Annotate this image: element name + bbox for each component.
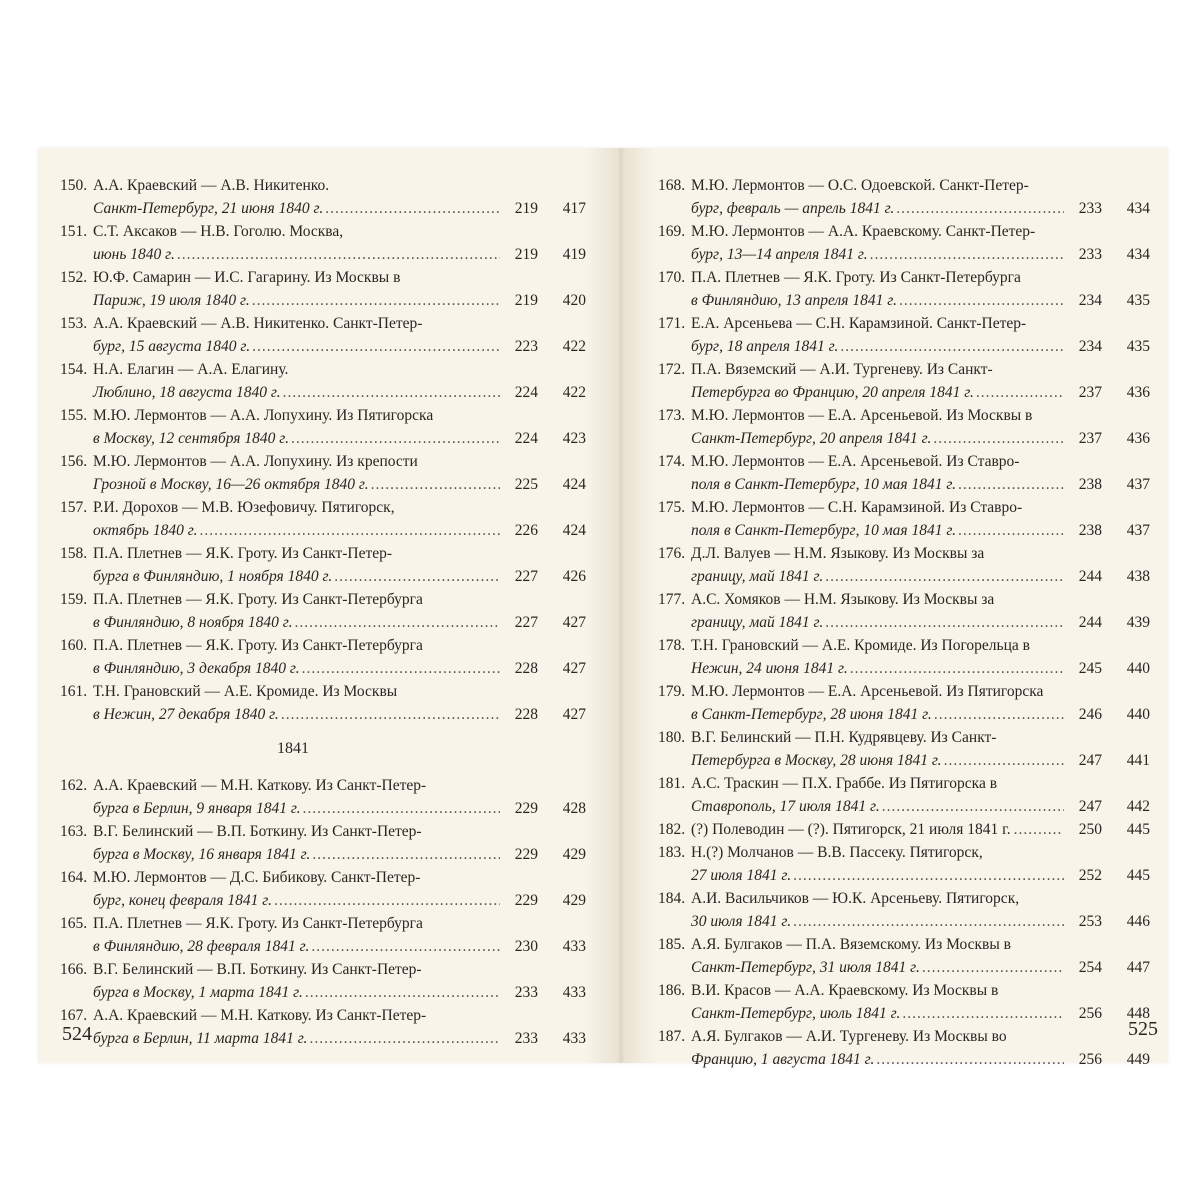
entry-number: 171. — [658, 315, 686, 332]
entry-number: 181. — [658, 775, 686, 792]
entry-number: 180. — [658, 729, 686, 746]
entry-place-date: июнь 1840 г. — [93, 246, 175, 263]
page-ref-commentary: 435 — [1126, 292, 1150, 309]
entry-number: 175. — [658, 499, 686, 516]
page-ref-text: 244 — [1078, 614, 1102, 631]
entry-title: Н.(?) Молчанов — В.В. Пассеку. Пятигорск, — [691, 844, 983, 861]
page-ref-commentary: 445 — [1126, 821, 1150, 838]
entry-number: 177. — [658, 591, 686, 608]
entry-place-date: Грозной в Москву, 16—26 октября 1840 г. — [93, 476, 369, 493]
toc-entry — [658, 266, 1150, 312]
toc-entry — [60, 174, 586, 220]
page-ref-text: 247 — [1078, 752, 1102, 769]
entry-number: 182. — [658, 821, 686, 838]
page-ref-text: 219 — [514, 246, 538, 263]
leader-dots — [825, 565, 1064, 588]
leader-dots — [177, 243, 500, 266]
entry-place-date: поля в Санкт-Петербург, 10 мая 1841 г. — [691, 522, 957, 539]
entry-title: А.Я. Булгаков — П.А. Вяземскому. Из Москвы в — [691, 936, 1011, 953]
page-ref-text: 256 — [1078, 1005, 1102, 1022]
page-ref-text: 238 — [1078, 522, 1102, 539]
leader-dots — [311, 935, 500, 958]
entry-number: 184. — [658, 890, 686, 907]
page-ref-commentary: 424 — [562, 476, 586, 493]
entry-title: В.И. Красов — А.А. Краевскому. Из Москвы в — [691, 982, 999, 999]
entry-number: 178. — [658, 637, 686, 654]
entry-title: А.А. Краевский — М.Н. Каткову. Из Санкт-Петер- — [93, 777, 427, 794]
entry-number: 163. — [60, 823, 88, 840]
page-ref-text: 225 — [514, 476, 538, 493]
entry-number: 183. — [658, 844, 686, 861]
page-ref-text: 234 — [1078, 338, 1102, 355]
entry-title: П.А. Плетнев — Я.К. Гроту. Из Санкт-Петербурга — [93, 915, 423, 932]
entry-place-date: октябрь 1840 г. — [93, 522, 198, 539]
page-ref-commentary: 440 — [1126, 706, 1150, 723]
leader-dots — [303, 797, 500, 820]
page-ref-commentary: 419 — [562, 246, 586, 263]
entry-number: 176. — [658, 545, 686, 562]
entry-place-date: Санкт-Петербург, июль 1841 г. — [691, 1005, 901, 1022]
entry-place-date: Париж, 19 июля 1840 г. — [93, 292, 250, 309]
page-ref-commentary: 433 — [562, 938, 586, 955]
leader-dots — [934, 703, 1064, 726]
entry-title: В.Г. Белинский — В.П. Боткину. Из Санкт-Петер- — [93, 961, 422, 978]
book-spread — [38, 148, 1168, 1068]
page-ref-commentary: 422 — [562, 384, 586, 401]
page-ref-commentary: 440 — [1126, 660, 1150, 677]
entry-title: М.Ю. Лермонтов — А.А. Лопухину. Из Пятигорска — [93, 407, 434, 424]
page-ref-text: 233 — [1078, 200, 1102, 217]
entry-title: А.И. Васильчиков — Ю.К. Арсеньеву. Пятигорск, — [691, 890, 1020, 907]
entry-title: Т.Н. Грановский — А.Е. Кромиде. Из Погорельца в — [691, 637, 1030, 654]
entry-number: 185. — [658, 936, 686, 953]
toc-entry — [658, 358, 1150, 404]
page-ref-text: 245 — [1078, 660, 1102, 677]
entry-number: 172. — [658, 361, 686, 378]
page-ref-text: 247 — [1078, 798, 1102, 815]
leader-dots — [850, 657, 1064, 680]
entry-title: (?) Полеводин — (?). Пятигорск, 21 июля 1841 г. — [691, 821, 1011, 838]
toc-entry — [60, 866, 586, 912]
page-ref-text: 234 — [1078, 292, 1102, 309]
entry-place-date: Петербурга в Москву, 28 июня 1841 г. — [691, 752, 942, 769]
page-ref-commentary: 436 — [1126, 430, 1150, 447]
page-ref-commentary: 441 — [1126, 752, 1150, 769]
page-ref-text: 227 — [514, 568, 538, 585]
page-ref-text: 238 — [1078, 476, 1102, 493]
page-ref-commentary: 445 — [1126, 867, 1150, 884]
entry-place-date: бурга в Финляндию, 1 ноября 1840 г. — [93, 568, 333, 585]
entries-1841-right — [658, 174, 1150, 1071]
page-ref-text: 229 — [514, 892, 538, 909]
entry-place-date: бург, 18 апреля 1841 г. — [691, 338, 839, 355]
page-ref-commentary: 420 — [562, 292, 586, 309]
page-ref-text: 256 — [1078, 1051, 1102, 1068]
page-number-right: 525 — [1128, 1018, 1158, 1040]
entry-title: Р.И. Дорохов — М.В. Юзефовичу. Пятигорск, — [93, 499, 395, 516]
entry-place-date: 27 июля 1841 г. — [691, 867, 792, 884]
leader-dots — [825, 611, 1064, 634]
entry-number: 159. — [60, 591, 88, 608]
entry-title: А.А. Краевский — А.В. Никитенко. Санкт-Петер- — [93, 315, 423, 332]
entry-title: А.А. Краевский — М.Н. Каткову. Из Санкт-Петер- — [93, 1007, 427, 1024]
leader-dots — [199, 519, 500, 542]
entry-number: 169. — [658, 223, 686, 240]
toc-entry — [658, 680, 1150, 726]
toc-entry — [60, 542, 586, 588]
entry-title: М.Ю. Лермонтов — Е.А. Арсеньевой. Из Пятигорска — [691, 683, 1044, 700]
page-ref-commentary: 429 — [562, 846, 586, 863]
toc-entry — [658, 933, 1150, 979]
toc-entry — [658, 174, 1150, 220]
entry-title: А.А. Краевский — А.В. Никитенко. — [93, 177, 330, 194]
toc-entry — [658, 841, 1150, 887]
entries-1841-left — [60, 774, 586, 1050]
page-ref-text: 237 — [1078, 430, 1102, 447]
entry-place-date: поля в Санкт-Петербург, 10 мая 1841 г. — [691, 476, 957, 493]
toc-entry — [60, 820, 586, 866]
toc-entry — [658, 450, 1150, 496]
entry-title: С.Т. Аксаков — Н.В. Гоголю. Москва, — [93, 223, 344, 240]
toc-entry — [60, 1004, 586, 1050]
entry-place-date: Нежин, 24 июня 1841 г. — [691, 660, 848, 677]
toc-entry — [658, 220, 1150, 266]
leader-dots — [944, 749, 1064, 772]
entry-place-date: Санкт-Петербург, 20 апреля 1841 г. — [691, 430, 932, 447]
page-ref-commentary: 435 — [1126, 338, 1150, 355]
toc-entry — [60, 404, 586, 450]
toc-entry — [60, 450, 586, 496]
entry-number: 168. — [658, 177, 686, 194]
leader-dots — [309, 1027, 500, 1050]
leader-dots — [896, 197, 1064, 220]
page-ref-commentary: 448 — [1126, 1005, 1150, 1022]
page-ref-commentary: 426 — [562, 568, 586, 585]
page-ref-text: 250 — [1078, 821, 1102, 838]
entry-title: М.Ю. Лермонтов — С.Н. Карамзиной. Из Ставро- — [691, 499, 1023, 516]
leader-dots — [793, 910, 1064, 933]
page-ref-text: 233 — [1078, 246, 1102, 263]
toc-entry — [658, 312, 1150, 358]
leader-dots — [252, 335, 500, 358]
page-ref-text: 230 — [514, 938, 538, 955]
entry-number: 156. — [60, 453, 88, 470]
entry-title: П.А. Плетнев — Я.К. Гроту. Из Санкт-Петер- — [93, 545, 393, 562]
entry-number: 161. — [60, 683, 88, 700]
leader-dots — [933, 427, 1064, 450]
entry-place-date: в Москву, 12 сентября 1840 г. — [93, 430, 289, 447]
entry-place-date: 30 июля 1841 г. — [691, 913, 792, 930]
entry-number: 155. — [60, 407, 88, 424]
entry-place-date: Санкт-Петербург, 21 июня 1840 г. — [93, 200, 324, 217]
entry-title: П.А. Плетнев — Я.К. Гроту. Из Санкт-Петербурга — [93, 591, 423, 608]
entry-title: П.А. Плетнев — Я.К. Гроту. Из Санкт-Петербурга — [93, 637, 423, 654]
leader-dots — [902, 1002, 1064, 1025]
page-ref-commentary: 429 — [562, 892, 586, 909]
entry-title: М.Ю. Лермонтов — А.А. Краевскому. Санкт-Петер- — [691, 223, 1036, 240]
entry-title: Ю.Ф. Самарин — И.С. Гагарину. Из Москвы в — [93, 269, 401, 286]
toc-entry — [658, 772, 1150, 818]
page-ref-text: 226 — [514, 522, 538, 539]
entry-place-date: Санкт-Петербург, 31 июля 1841 г. — [691, 959, 920, 976]
entry-title: М.Ю. Лермонтов — А.А. Лопухину. Из крепости — [93, 453, 418, 470]
entry-place-date: в Санкт-Петербург, 28 июня 1841 г. — [691, 706, 932, 723]
entry-place-date: Люблино, 18 августа 1840 г. — [93, 384, 281, 401]
entry-number: 158. — [60, 545, 88, 562]
toc-entry — [60, 634, 586, 680]
toc-entry — [60, 588, 586, 634]
page-ref-commentary: 427 — [562, 614, 586, 631]
page-ref-text: 228 — [514, 706, 538, 723]
page-ref-commentary: 447 — [1126, 959, 1150, 976]
page-ref-commentary: 449 — [1126, 1051, 1150, 1068]
leader-dots — [274, 889, 500, 912]
leader-dots — [305, 981, 500, 1004]
left-page — [60, 174, 586, 1050]
page-ref-text: 227 — [514, 614, 538, 631]
toc-entry — [60, 312, 586, 358]
book-gutter — [586, 148, 656, 1063]
toc-entry — [60, 680, 586, 726]
right-page — [658, 174, 1150, 1071]
entry-title: М.Ю. Лермонтов — Е.А. Арсеньевой. Из Ставро- — [691, 453, 1020, 470]
page-ref-text: 246 — [1078, 706, 1102, 723]
entry-place-date: бург, 13—14 апреля 1841 г. — [691, 246, 868, 263]
leader-dots — [281, 703, 500, 726]
page-ref-text: 233 — [514, 1030, 538, 1047]
toc-entry — [60, 220, 586, 266]
leader-dots — [252, 289, 500, 312]
page-ref-text: 219 — [514, 200, 538, 217]
toc-entry — [60, 774, 586, 820]
entry-place-date: в Финляндию, 13 апреля 1841 г. — [691, 292, 897, 309]
page-ref-commentary: 437 — [1126, 522, 1150, 539]
leader-dots — [334, 565, 500, 588]
entry-title: Е.А. Арсеньева — С.Н. Карамзиной. Санкт-Петер- — [691, 315, 1027, 332]
entry-place-date: бург, февраль — апрель 1841 г. — [691, 200, 895, 217]
page-ref-commentary: 442 — [1126, 798, 1150, 815]
leader-dots — [325, 197, 500, 220]
entry-title: Д.Л. Валуев — Н.М. Языкову. Из Москвы за — [691, 545, 985, 562]
page-ref-text: 229 — [514, 800, 538, 817]
page-ref-commentary: 433 — [562, 984, 586, 1001]
page-ref-commentary: 423 — [562, 430, 586, 447]
leader-dots — [899, 289, 1064, 312]
entry-title: М.Ю. Лермонтов — О.С. Одоевской. Санкт-Петер- — [691, 177, 1029, 194]
toc-entry — [658, 726, 1150, 772]
leader-dots — [976, 381, 1064, 404]
toc-entry — [60, 958, 586, 1004]
toc-entry — [60, 912, 586, 958]
leader-dots — [295, 611, 500, 634]
leader-dots — [922, 956, 1064, 979]
entry-number: 165. — [60, 915, 88, 932]
entry-title: Н.А. Елагин — А.А. Елагину. — [93, 361, 289, 378]
page-ref-commentary: 437 — [1126, 476, 1150, 493]
page-ref-text: 224 — [514, 384, 538, 401]
leader-dots — [1014, 818, 1063, 841]
page-number-left: 524 — [62, 1023, 92, 1045]
page-ref-commentary: 427 — [562, 660, 586, 677]
entry-place-date: Ставрополь, 17 июля 1841 г. — [691, 798, 880, 815]
entry-number: 167. — [60, 1007, 88, 1024]
entry-place-date: бурга в Москву, 1 марта 1841 г. — [93, 984, 303, 1001]
leader-dots — [371, 473, 500, 496]
leader-dots — [882, 795, 1064, 818]
page-ref-text: 254 — [1078, 959, 1102, 976]
page-ref-commentary: 439 — [1126, 614, 1150, 631]
toc-entry — [60, 358, 586, 404]
entry-number: 153. — [60, 315, 88, 332]
entry-number: 160. — [60, 637, 88, 654]
entry-place-date: границу, май 1841 г. — [691, 614, 824, 631]
page-ref-text: 224 — [514, 430, 538, 447]
entry-place-date: бург, 15 августа 1840 г. — [93, 338, 251, 355]
page-ref-commentary: 427 — [562, 706, 586, 723]
toc-entry — [658, 496, 1150, 542]
page-ref-text: 244 — [1078, 568, 1102, 585]
entry-number: 152. — [60, 269, 88, 286]
entry-number: 162. — [60, 777, 88, 794]
entry-number: 170. — [658, 269, 686, 286]
page-ref-text: 223 — [514, 338, 538, 355]
entry-number: 150. — [60, 177, 88, 194]
leader-dots — [958, 473, 1064, 496]
page-ref-commentary: 434 — [1126, 200, 1150, 217]
toc-entry — [658, 634, 1150, 680]
entry-place-date: в Финляндию, 3 декабря 1840 г. — [93, 660, 300, 677]
page-ref-commentary: 422 — [562, 338, 586, 355]
page-ref-text: 228 — [514, 660, 538, 677]
entry-number: 164. — [60, 869, 88, 886]
toc-entry — [658, 887, 1150, 933]
page-ref-commentary: 446 — [1126, 913, 1150, 930]
toc-entry — [658, 588, 1150, 634]
entry-number: 173. — [658, 407, 686, 424]
page-ref-text: 253 — [1078, 913, 1102, 930]
toc-entry — [658, 542, 1150, 588]
leader-dots — [840, 335, 1064, 358]
entry-place-date: в Финляндию, 28 февраля 1841 г. — [93, 938, 310, 955]
toc-entry — [60, 496, 586, 542]
entry-title: А.С. Хомяков — Н.М. Языкову. Из Москвы за — [691, 591, 995, 608]
entry-place-date: бург, конец февраля 1841 г. — [93, 892, 272, 909]
entry-title: П.А. Вяземский — А.И. Тургеневу. Из Санкт- — [691, 361, 993, 378]
entry-number: 151. — [60, 223, 88, 240]
entry-number: 174. — [658, 453, 686, 470]
page-ref-commentary: 424 — [562, 522, 586, 539]
entry-number: 154. — [60, 361, 88, 378]
entry-number: 186. — [658, 982, 686, 999]
leader-dots — [291, 427, 500, 450]
toc-entry — [658, 818, 1150, 841]
leader-dots — [958, 519, 1064, 542]
entry-place-date: бурга в Берлин, 9 января 1841 г. — [93, 800, 301, 817]
toc-entry — [658, 1025, 1150, 1071]
entry-number: 166. — [60, 961, 88, 978]
year-heading: 1841 — [277, 740, 309, 757]
page-ref-commentary: 433 — [562, 1030, 586, 1047]
page-ref-commentary: 434 — [1126, 246, 1150, 263]
leader-dots — [876, 1048, 1064, 1071]
entry-place-date: в Финляндию, 8 ноября 1840 г. — [93, 614, 293, 631]
leader-dots — [302, 657, 500, 680]
page-ref-commentary: 438 — [1126, 568, 1150, 585]
entry-place-date: Петербурга во Францию, 20 апреля 1841 г. — [691, 384, 974, 401]
entry-place-date: в Нежин, 27 декабря 1840 г. — [93, 706, 279, 723]
entry-place-date: бурга в Берлин, 11 марта 1841 г. — [93, 1030, 308, 1047]
leader-dots — [870, 243, 1064, 266]
toc-entry — [658, 979, 1150, 1025]
page-ref-commentary: 417 — [562, 200, 586, 217]
entry-title: А.Я. Булгаков — А.И. Тургеневу. Из Москвы во — [691, 1028, 1007, 1045]
entry-number: 157. — [60, 499, 88, 516]
leader-dots — [283, 381, 500, 404]
entry-place-date: границу, май 1841 г. — [691, 568, 824, 585]
entry-title: П.А. Плетнев — Я.К. Гроту. Из Санкт-Петербурга — [691, 269, 1021, 286]
leader-dots — [312, 843, 500, 866]
entry-title: М.Ю. Лермонтов — Е.А. Арсеньевой. Из Москвы в — [691, 407, 1033, 424]
toc-entry — [60, 266, 586, 312]
page-ref-text: 237 — [1078, 384, 1102, 401]
entry-number: 179. — [658, 683, 686, 700]
entry-title: Т.Н. Грановский — А.Е. Кромиде. Из Москвы — [93, 683, 398, 700]
page-ref-text: 233 — [514, 984, 538, 1001]
entry-title: В.Г. Белинский — В.П. Боткину. Из Санкт-Петер- — [93, 823, 422, 840]
entry-title: М.Ю. Лермонтов — Д.С. Бибикову. Санкт-Петер- — [93, 869, 421, 886]
page-ref-text: 229 — [514, 846, 538, 863]
page-ref-commentary: 436 — [1126, 384, 1150, 401]
entry-title: А.С. Траскин — П.Х. Граббе. Из Пятигорска в — [691, 775, 998, 792]
page-ref-text: 252 — [1078, 867, 1102, 884]
page-ref-commentary: 428 — [562, 800, 586, 817]
entry-place-date: бурга в Москву, 16 января 1841 г. — [93, 846, 311, 863]
toc-entry — [658, 404, 1150, 450]
entry-place-date: Францию, 1 августа 1841 г. — [691, 1051, 875, 1068]
page-ref-text: 219 — [514, 292, 538, 309]
leader-dots — [793, 864, 1064, 887]
entries-1840 — [60, 174, 586, 726]
entry-number: 187. — [658, 1028, 686, 1045]
entry-title: В.Г. Белинский — П.Н. Кудрявцеву. Из Санкт- — [691, 729, 997, 746]
